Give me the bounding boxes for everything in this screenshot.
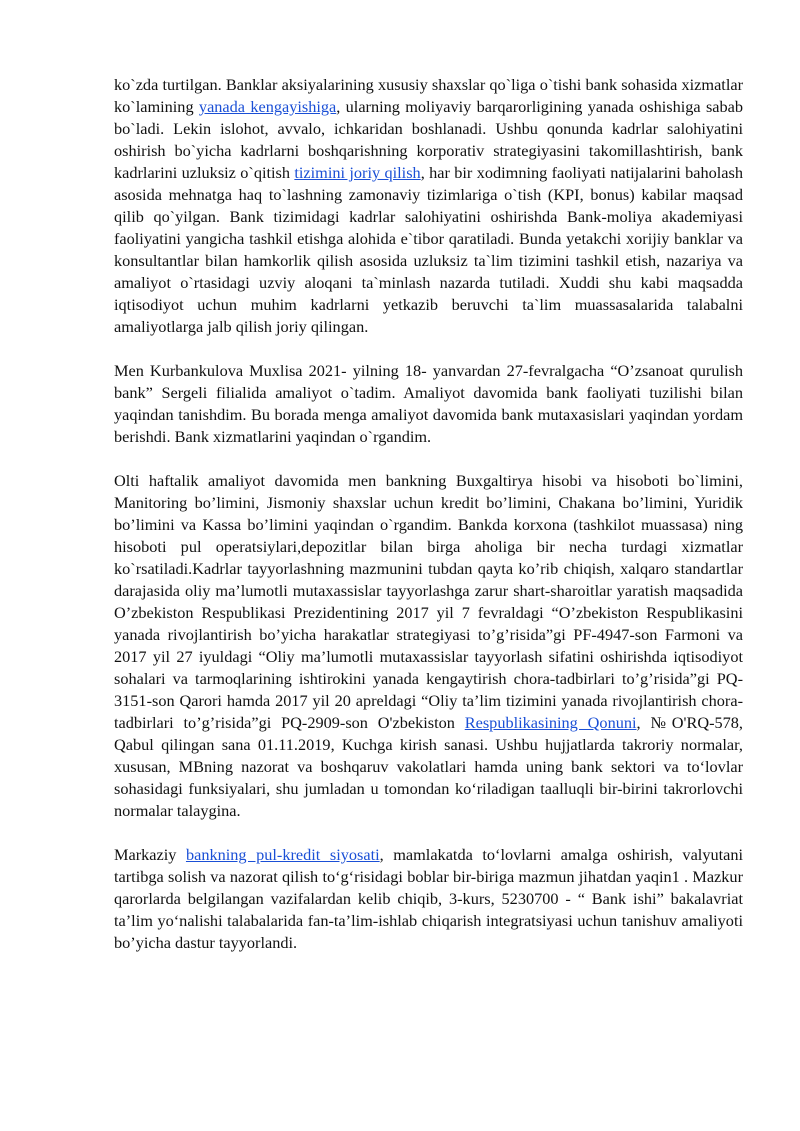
text-segment: , mamlakatda to‘lovlarni amalga oshirish, valyutani tartibga solish va nazorat qilish to‘g‘risidagi boblar bir-biriga mazmun jihatdan yaqin1 . Mazkur qarorlarda belgilangan vazifalardan kelib chiqib, 3-kurs, 5230700 - “ Bank ishi” bakalavriat ta’lim yo‘nalishi talabalarida fan-ta’lim-ishlab chiqarish integratsiyasi uchun tanishuv amaliyoti bo’yicha dastur tayyorlandi. [114,845,744,952]
paragraph-2 [114,360,743,448]
text-segment: ko`zda turtilgan. Banklar aksiyalarining xususiy shaxslar qo`liga o`tishi bank sohasida xizmatlar ko`lamining [114,75,743,116]
text-segment: , har bir xodimning faoliyati natijalarini baholash asosida mehnatga haq to`lashning zamonaviy tizimlariga o`tish (KPI, bonus) kabilar maqsad qilib qo`yilgan. Bank tizimidagi kadrlar salohiyatini oshirishda Bank-moliya akademiyasi faoliyatini yangicha tashkil etishga alohida e`tibor qaratiladi. Bunda yetakchi xorijiy banklar va konsultantlar bilan hamkorlik qilish asosida uzluksiz ta`lim tizimini tashkil etish, nazariya va amaliyot o`rtasidagi uzviy aloqani ta`minlash nazarda tutiladi. Xuddi shu kabi maqsadda iqtisodiyot uchun muhim kadrlarni yetkazib beruvchi ta`lim muassasalarida talabalni amaliyotlarga jalb qilish joriy qilingan. [114,163,743,336]
text-segment: , ularning moliyaviy barqarorligining yanada oshishiga sabab bo`ladi. Lekin islohot, avvalo, ichkaridan boshlanadi. Ushbu qonunda kadrlar salohiyatini oshirish bo`yicha kadrlarni boshqarishning korporativ strategiyasini takomillashtirish, bank kadrlarini uzluksiz o`qitish [114,97,744,182]
document-page [114,74,743,976]
text-segment: Olti haftalik amaliyot davomida men bankning Buxgaltirya hisobi va hisoboti bo`limini, Manitoring bo’limini, Jismoniy shaxslar uchun kredit bo’limini, Chakana bo’limini, Yuridik bo’limini va Kassa bo’limini yaqindan o`rgandim. Bankda korxona (tashkilot muassasa) ning hisoboti pul operatsiylari,depozitlar bilan birga aholiga bir necha turdagi xizmatlar ko`rsatiladi.Kadrlar tayyorlashning mazmunini tubdan qayta ko’rib chiqish, xalqaro standartlar darajasida oliy ma’lumotli mutaxassislar tayyorlashga zarur shart-sharoitlar yaratish maqsadida O’zbekiston Respublikasi Prezidentining 2017 yil 7 fevraldagi “O’zbekiston Respublikasini yanada rivojlantirish bo’yicha harakatlar strategiyasi to’g’risida”gi PF-4947-son Farmoni va 2017 yil 27 iyuldagi “Oliy ma’lumotli mutaxassislar tayyorlash sifatini oshirishda iqtisodiyot sohalari va tarmoqlarining ishtirokini yanada kengaytirish chora-tadbirlari to’g’risida”gi PQ-3151-son Qarori hamda 2017 yil 20 apreldagi “Oliy ta’lim tizimini yanada rivojlantirish chora-tadbirlari to’g’risida”gi PQ-2909-son O'zbekiston [114,471,743,732]
link-yanada-kengayishiga[interactable]: yanada kengayishiga [198,97,337,116]
link-tizimini-joriy-qilish[interactable]: tizimini joriy qilish [294,163,421,182]
link-respublikasining-qonuni[interactable]: Respublikasining Qonuni [464,713,637,732]
paragraph-3 [114,470,743,822]
text-segment: , №O'RQ-578, Qabul qilingan sana 01.11.2019, Kuchga kirish sanasi. Ushbu hujjatlarda takroriy normalar, xususan, MBning nazorat va boshqaruv vakolatlari hamda uning bank sektori va to‘lovlar sohasidagi funksiyalari, shu jumladan u tomondan ko‘riladigan taalluqli bir-birini takrorlovchi normalar talaygina. [114,713,743,820]
link-bankning-pul-kredit-siyosati[interactable]: bankning pul-kredit siyosati [185,845,380,864]
text-segment: Men Kurbankulova Muxlisa 2021- yilning 18- yanvardan 27-fevralgacha “O’zsanoat qurulish bank” Sergeli filialida amaliyot o`tadim. Amaliyot davomida bank faoliyati tuzilishi bilan yaqindan tanishdim. Bu borada menga amaliyot davomida bank mutaxasislari yaqindan yordam berishdi. Bank xizmatlarini yaqindan o`rgandim. [114,361,743,446]
paragraph-4 [114,844,743,954]
paragraph-1 [114,74,743,338]
text-segment: Markaziy [114,845,186,864]
